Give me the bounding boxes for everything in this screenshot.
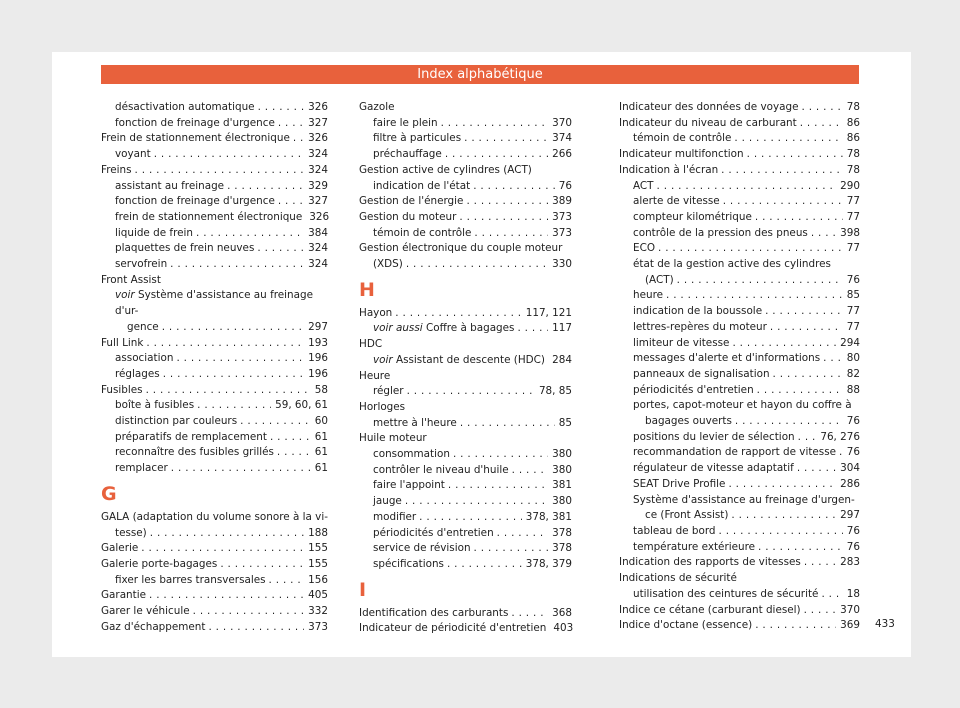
index-entry: témoin de contrôle . . . 86 [619, 131, 860, 147]
index-entry: service de révision . . . 378 [359, 541, 572, 557]
index-entry: voir aussi Coffre à bagages . . . 117 [359, 321, 572, 337]
index-entry: Gaz d'échappement . . . 373 [101, 620, 328, 636]
index-entry: heure . . . 85 [619, 288, 860, 304]
index-entry: ECO . . . 77 [619, 241, 860, 257]
index-heading: Front Assist [101, 273, 161, 286]
index-entry: témoin de contrôle . . . 373 [359, 226, 572, 242]
index-entry: Gestion de l'énergie . . . 389 [359, 194, 572, 210]
index-entry: Freins . . . 324 [101, 163, 328, 179]
index-entry: périodicités d'entretien . . . 378 [359, 526, 572, 542]
index-entry: boîte à fusibles . . . 59, 60, 61 [101, 398, 328, 414]
index-entry: faire le plein . . . 370 [359, 116, 572, 132]
index-entry: spécifications . . . 378, 379 [359, 557, 572, 573]
index-entry: Garantie . . . 405 [101, 588, 328, 604]
index-heading: GALA (adaptation du volume sonore à la vi- [101, 510, 328, 523]
index-entry: remplacer . . . 61 [101, 461, 328, 477]
index-entry: servofrein . . . 324 [101, 257, 328, 273]
index-entry: lettres-repères du moteur . . . 77 [619, 320, 860, 336]
index-entry: Garer le véhicule . . . 332 [101, 604, 328, 620]
index-entry: préchauffage . . . 266 [359, 147, 572, 163]
index-entry: voyant . . . 324 [101, 147, 328, 163]
index-entry: température extérieure . . . 76 [619, 540, 860, 556]
index-heading: Huile moteur [359, 432, 427, 445]
index-entry: préparatifs de remplacement . . . 61 [101, 430, 328, 446]
index-heading: Heure [359, 369, 391, 382]
index-entry: compteur kilométrique . . . 77 [619, 210, 860, 226]
index-entry: régulateur de vitesse adaptatif . . . 304 [619, 461, 860, 477]
index-entry: Indication des rapports de vitesses . . . 283 [619, 555, 860, 571]
index-entry: Indicateur des données de voyage . . . 78 [619, 100, 860, 116]
index-entry: Full Link . . . 193 [101, 336, 328, 352]
index-entry: fixer les barres transversales . . . 156 [101, 573, 328, 589]
index-heading: Gestion active de cylindres (ACT) [359, 163, 532, 176]
index-entry: filtre à particules . . . 374 [359, 131, 572, 147]
index-entry: régler . . . 78, 85 [359, 384, 572, 400]
index-entry: limiteur de vitesse . . . 294 [619, 336, 860, 352]
index-entry: Indicateur de périodicité d'entretien 403 [359, 622, 574, 635]
index-entry: indication de l'état . . . 76 [359, 179, 572, 195]
index-entry: Indication à l'écran . . . 78 [619, 163, 860, 179]
index-entry: indication de la boussole . . . 77 [619, 304, 860, 320]
index-cross-reference: voir Système d'assistance au freinage d'ur- [115, 289, 313, 318]
index-entry: tesse) . . . 188 [101, 526, 328, 542]
index-column-1 [101, 100, 328, 636]
index-entry: Indicateur multifonction . . . 78 [619, 147, 860, 163]
index-entry: mettre à l'heure . . . 85 [359, 416, 572, 432]
page-header-title: Index alphabétique [101, 65, 859, 84]
index-entry: Frein de stationnement électronique . . . 326 [101, 131, 328, 147]
index-entry: consommation . . . 380 [359, 447, 572, 463]
index-entry: positions du levier de sélection . . . 76, 276 [619, 430, 860, 446]
index-entry: Indicateur du niveau de carburant . . . 86 [619, 116, 860, 132]
index-entry: jauge . . . 380 [359, 494, 572, 510]
index-entry: (ACT) . . . 76 [619, 273, 860, 289]
index-heading: portes, capot-moteur et hayon du coffre à [633, 399, 852, 412]
index-entry: voir Assistant de descente (HDC) . . . 284 [359, 353, 572, 369]
index-entry: Identification des carburants . . . 368 [359, 606, 572, 622]
index-entry: messages d'alerte et d'informations . . . 80 [619, 351, 860, 367]
index-entry: Galerie . . . 155 [101, 541, 328, 557]
index-entry: Indice d'octane (essence) . . . 369 [619, 618, 860, 634]
index-heading: Gestion électronique du couple moteur [359, 242, 563, 255]
index-entry: utilisation des ceintures de sécurité . . . 18 [619, 587, 860, 603]
section-letter-h: H [359, 278, 375, 301]
index-entry: (XDS) . . . 330 [359, 257, 572, 273]
page-number: 433 [875, 618, 895, 630]
index-entry: bagages ouverts . . . 76 [619, 414, 860, 430]
index-entry: Hayon . . . 117, 121 [359, 306, 572, 322]
index-heading: état de la gestion active des cylindres [633, 258, 831, 271]
index-entry: SEAT Drive Profile . . . 286 [619, 477, 860, 493]
index-entry: ce (Front Assist) . . . 297 [619, 508, 860, 524]
index-entry: périodicités d'entretien . . . 88 [619, 383, 860, 399]
index-entry: Fusibles . . . 58 [101, 383, 328, 399]
index-entry: fonction de freinage d'urgence . . . 327 [101, 116, 328, 132]
index-heading: Gazole [359, 101, 395, 113]
index-entry: Galerie porte-bagages . . . 155 [101, 557, 328, 573]
index-entry: association . . . 196 [101, 351, 328, 367]
index-entry: panneaux de signalisation . . . 82 [619, 367, 860, 383]
index-entry: contrôle de la pression des pneus . . . 398 [619, 226, 860, 242]
section-letter-g: G [101, 482, 117, 505]
index-heading: Horloges [359, 400, 406, 413]
index-entry: recommandation de rapport de vitesse . . . 76 [619, 445, 860, 461]
section-letter-i: I [359, 578, 367, 601]
index-entry: ACT . . . 290 [619, 179, 860, 195]
index-entry: contrôler le niveau d'huile . . . 380 [359, 463, 572, 479]
index-entry: plaquettes de frein neuves . . . 324 [101, 241, 328, 257]
index-entry: fonction de freinage d'urgence . . . 327 [101, 194, 328, 210]
index-entry: frein de stationnement électronique 326 [115, 210, 330, 223]
index-entry: Gestion du moteur . . . 373 [359, 210, 572, 226]
index-heading: Indications de sécurité [619, 572, 737, 585]
index-column-3 [619, 100, 860, 634]
index-heading: HDC [359, 338, 383, 351]
index-entry: tableau de bord . . . 76 [619, 524, 860, 540]
index-entry: distinction par couleurs . . . 60 [101, 414, 328, 430]
index-entry: modifier . . . 378, 381 [359, 510, 572, 526]
index-entry: alerte de vitesse . . . 77 [619, 194, 860, 210]
index-entry: réglages . . . 196 [101, 367, 328, 383]
index-entry: faire l'appoint . . . 381 [359, 478, 572, 494]
index-entry: gence . . . 297 [101, 320, 328, 336]
index-column-2 [359, 100, 572, 637]
index-entry: désactivation automatique . . . 326 [101, 100, 328, 116]
index-entry: assistant au freinage . . . 329 [101, 179, 328, 195]
index-heading: Système d'assistance au freinage d'urgen- [633, 493, 855, 506]
index-entry: Indice ce cétane (carburant diesel) . . . 370 [619, 603, 860, 619]
index-entry: liquide de frein . . . 384 [101, 226, 328, 242]
index-entry: reconnaître des fusibles grillés . . . 61 [101, 445, 328, 461]
